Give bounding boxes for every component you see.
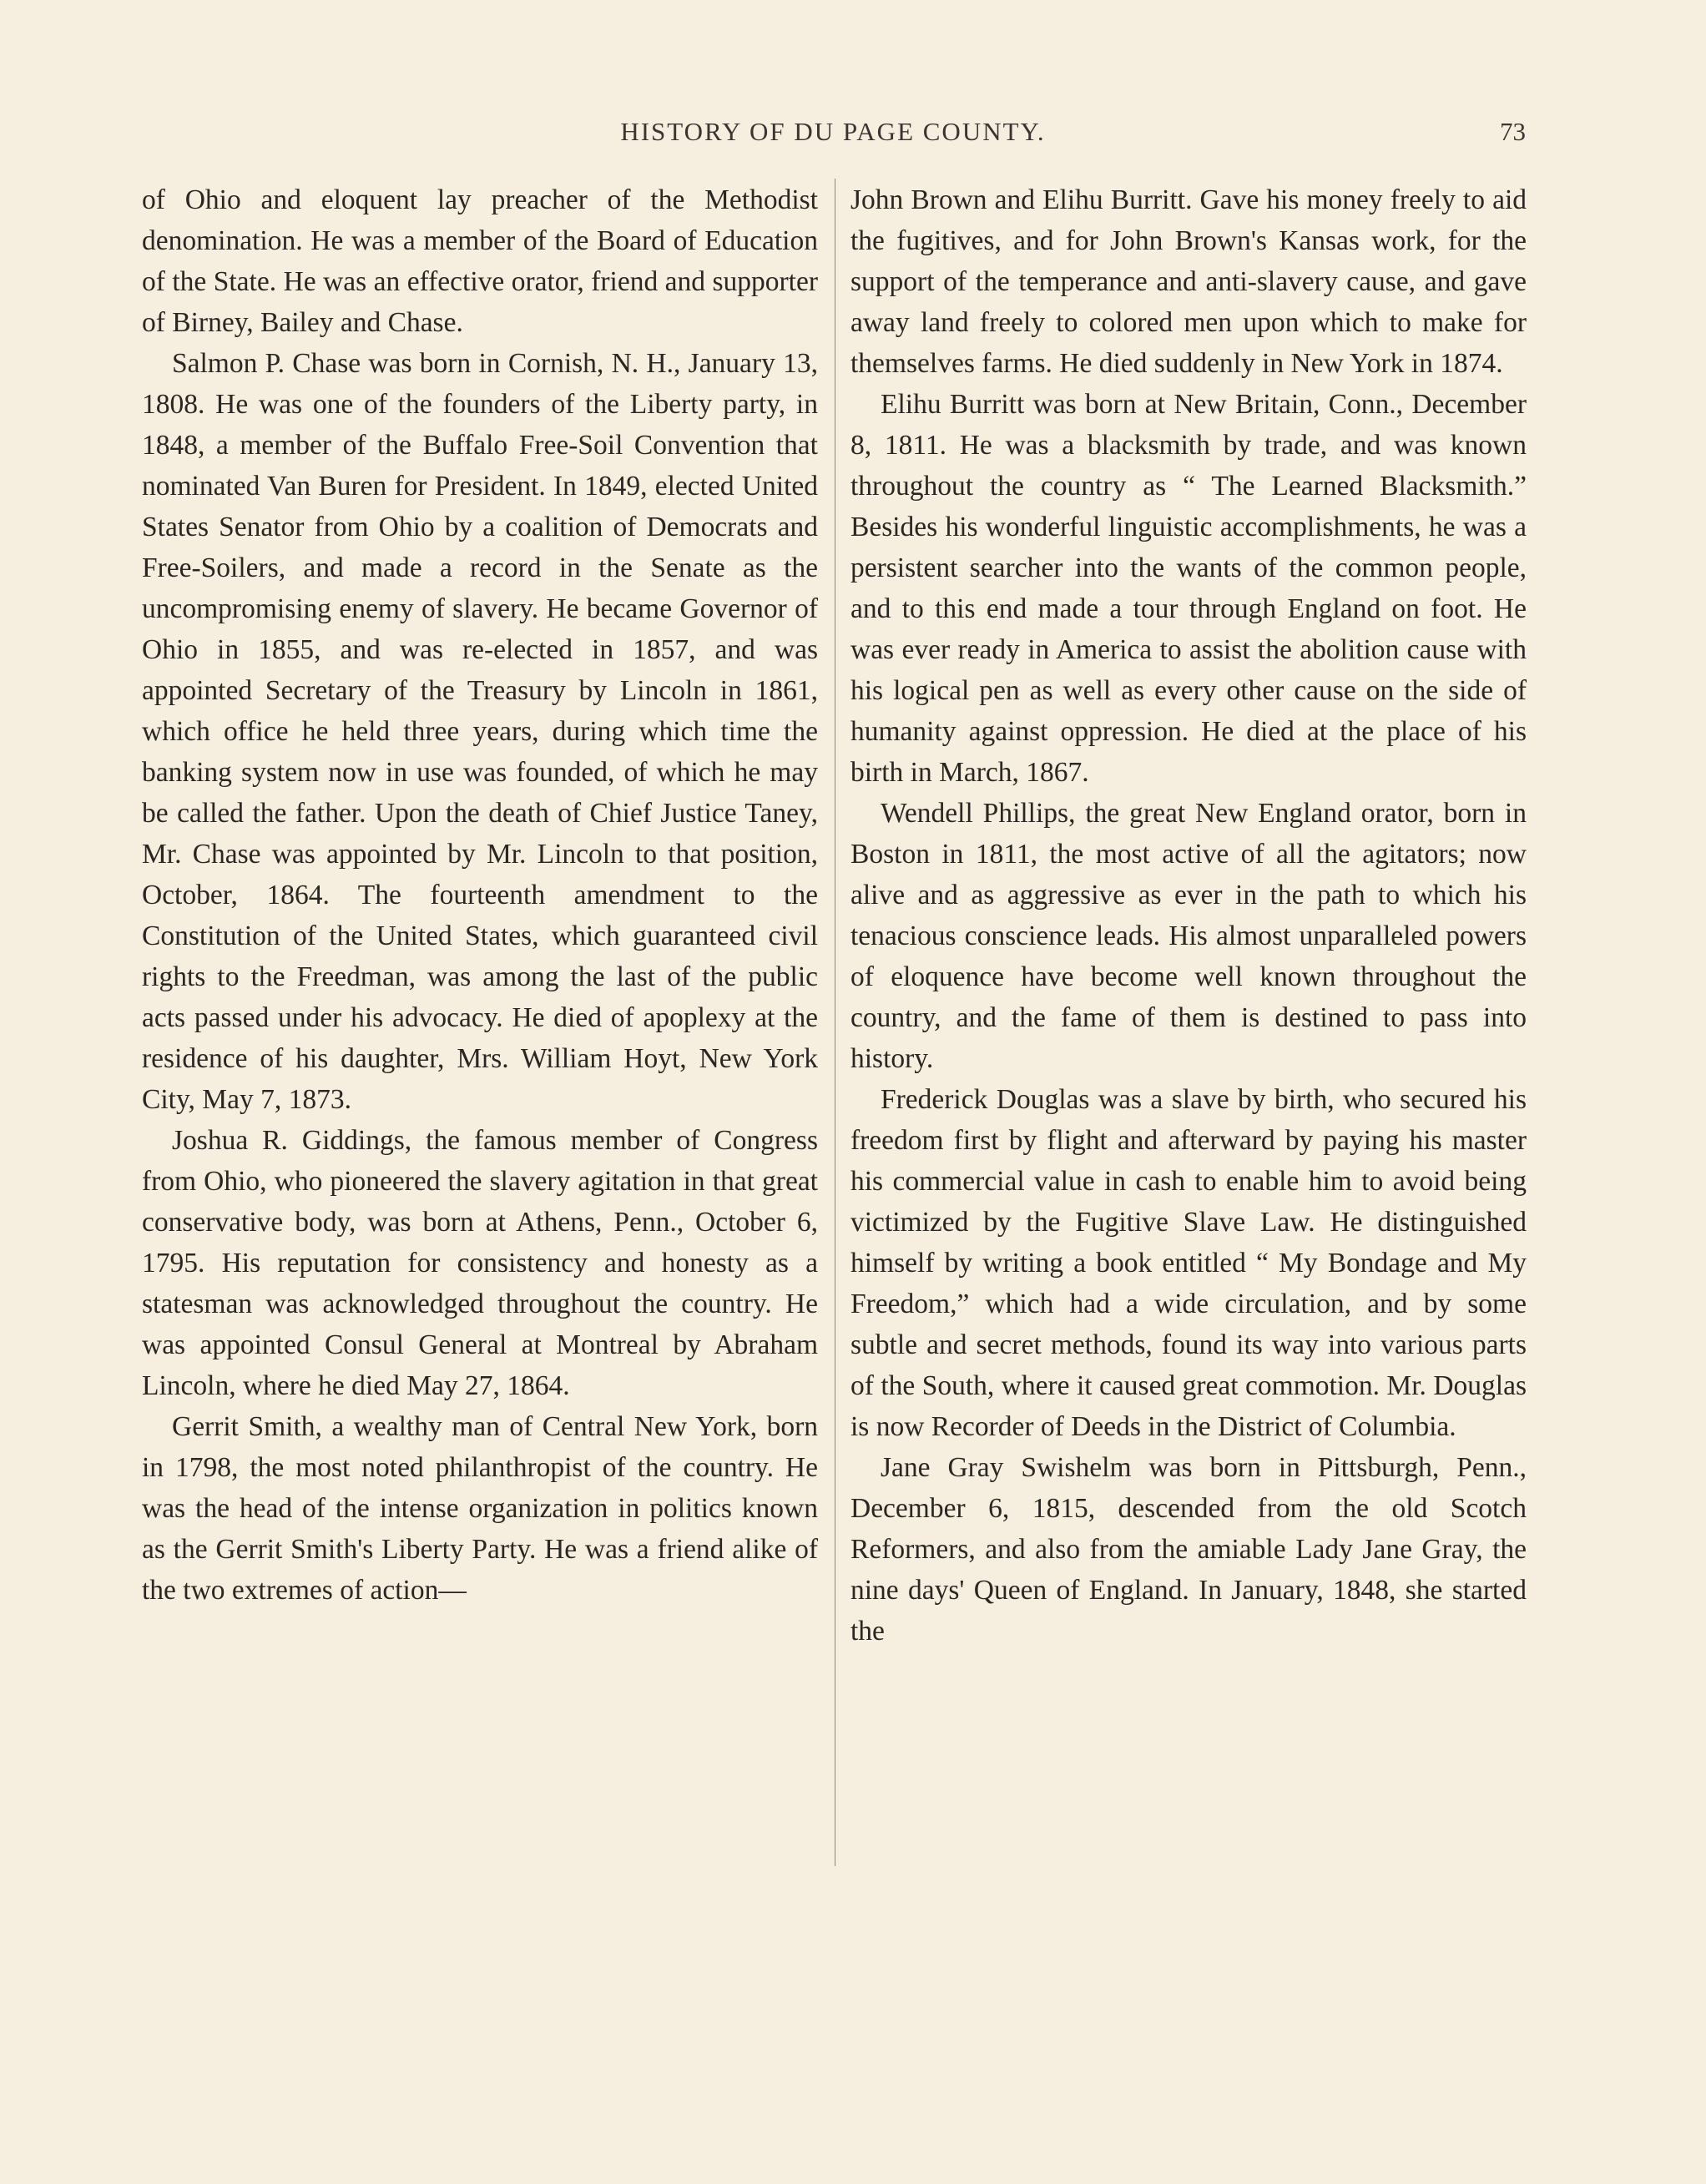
running-title: HISTORY OF DU PAGE COUNTY. <box>620 117 1046 146</box>
paragraph: of Ohio and eloquent lay preacher of the Methodist denomination. He was a member of the Board of Education of the State. He was an effective orator, friend and supporter of Birney, Bailey and Chase. <box>142 184 818 338</box>
paragraph: Salmon P. Chase was born in Cornish, N. H., January 13, 1808. He was one of the founders of the Liberty party, in 1848, a member of the Buffalo Free-Soil Convention that nominated Van Buren for President. In 1849, elected United States Senator from Ohio by a coalition of Democrats and Free-Soilers, and made a record in the Senate as the uncompromising enemy of slavery. He became Governor of Ohio in 1855, and was re-elected in 1857, and was appointed Secretary of the Treasury by Lincoln in 1861, which office he held three years, during which time the banking system now in use was founded, of which he may be called the father. Upon the death of Chief Justice Taney, Mr. Chase was appointed by Mr. Lincoln to that position, October, 1864. The fourteenth amendment to the Constitution of the United States, which guaranteed civil rights to the Freedman, was among the last of the public acts passed under his advocacy. He died of apoplexy at the residence of his daughter, Mrs. William Hoyt, New York City, May 7, 1873. <box>142 348 818 1115</box>
paragraph: Joshua R. Giddings, the famous member of Congress from Ohio, who pioneered the slavery agitation in that great conservative body, was born at Athens, Penn., October 6, 1795. His reputation for consistency and honesty as a statesman was acknowledged throughout the country. He was appointed Consul General at Montreal by Abraham Lincoln, where he died May 27, 1864. <box>142 1125 818 1401</box>
paragraph: John Brown and Elihu Burritt. Gave his money freely to aid the fugitives, and for John Brown's Kansas work, for the support of the temperance and anti-slavery cause, and gave away land freely to colored men upon which to make for themselves farms. He died suddenly in New York in 1874. <box>850 184 1527 379</box>
paragraph: Wendell Phillips, the great New England orator, born in Boston in 1811, the most active of all the agitators; now alive and as aggressive as ever in the path to which his tenacious conscience leads. His almost unparalleled powers of eloquence have become well known throughout the country, and the fame of them is destined to pass into history. <box>850 798 1527 1074</box>
paragraph: Gerrit Smith, a wealthy man of Central New York, born in 1798, the most noted philanthropist of the country. He was the head of the intense organization in politics known as the Gerrit Smith's Liberty Party. He was a friend alike of the two extremes of action— <box>142 1411 818 1606</box>
right-column <box>850 179 1527 1652</box>
paragraph: Elihu Burritt was born at New Britain, Conn., December 8, 1811. He was a blacksmith by trade, and was known throughout the country as “ The Learned Blacksmith.” Besides his wonderful linguistic accomplishments, he was a persistent searcher into the wants of the common people, and to this end made a tour through England on foot. He was ever ready in America to assist the abolition cause with his logical pen as well as every other cause on the side of humanity against oppression. He died at the place of his birth in March, 1867. <box>850 389 1527 788</box>
left-column <box>142 179 818 1611</box>
page-number: 73 <box>1500 117 1526 146</box>
paragraph: Frederick Douglas was a slave by birth, who secured his freedom first by flight and afterward by paying his master his commercial value in cash to enable him to avoid being victimized by the Fugitive Slave Law. He distinguished himself by writing a book entitled “ My Bondage and My Freedom,” which had a wide circulation, and by some subtle and secret methods, found its way into various parts of the South, where it caused great commotion. Mr. Douglas is now Recorder of Deeds in the District of Columbia. <box>850 1084 1527 1442</box>
paragraph: Jane Gray Swishelm was born in Pittsburgh, Penn., December 6, 1815, descended from the old Scotch Reformers, and also from the amiable Lady Jane Gray, the nine days' Queen of England. In January, 1848, she started the <box>850 1452 1527 1647</box>
running-head <box>140 117 1526 159</box>
